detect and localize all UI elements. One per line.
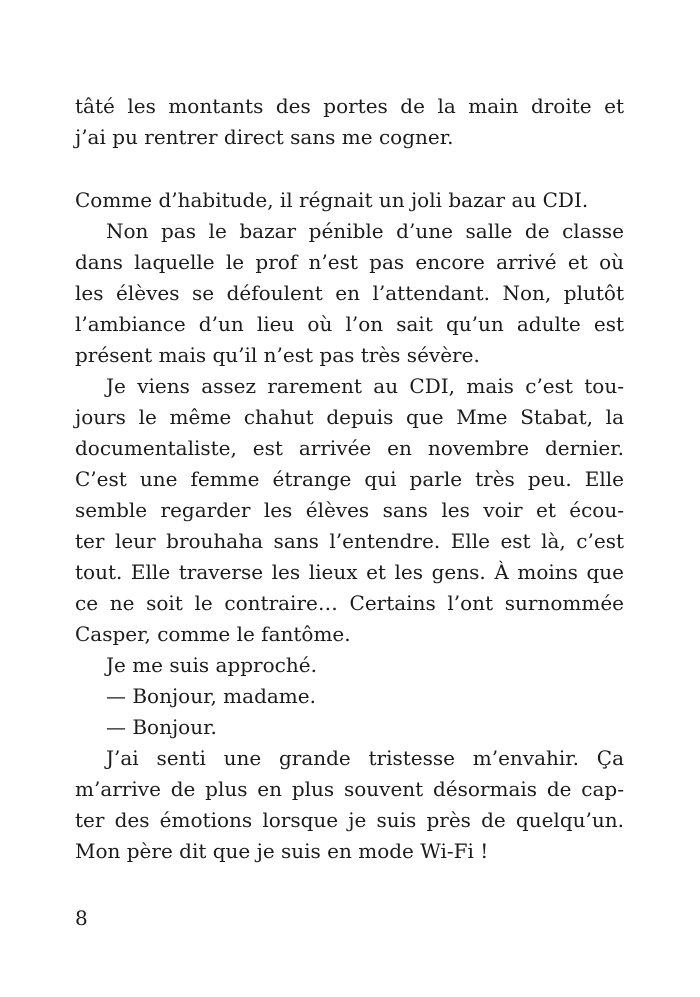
paragraph [75,216,624,371]
text-line: jours le même chahut depuis que Mme Stabat, la [75,405,624,429]
text-line: m’arrive de plus en plus souvent désormais de cap- [75,777,624,801]
paragraph [75,185,624,216]
text-line: semble regarder les élèves sans les voir et écou- [75,498,624,522]
text-line: Je viens assez rarement au CDI, mais c’est tou- [106,374,624,398]
page-number: 8 [75,906,88,930]
text-line: j’ai pu rentrer direct sans me cogner. [75,125,454,149]
text-line: ce ne soit le contraire… Certains l’ont surnommée [75,591,624,615]
paragraph [75,743,624,867]
text-line: Casper, comme le fantôme. [75,622,351,646]
paragraph [75,650,624,681]
text-line: documentaliste, est arrivée en novembre dernier. [75,436,624,460]
paragraph [75,91,624,153]
paragraph [75,712,624,743]
paragraph [75,681,624,712]
text-line: les élèves se défoulent en l’attendant. Non, plutôt [75,281,624,305]
text-line: tâté les montants des portes de la main droite et [75,94,624,118]
dialogue-line: — Bonjour, madame. [106,684,316,708]
text-line: J’ai senti une grande tristesse m’envahir. Ça [106,746,624,770]
text-line: tout. Elle traverse les lieux et les gens. À moins que [75,560,624,584]
text-line: Mon père dit que je suis en mode Wi-Fi ! [75,839,489,863]
text-line: dans laquelle le prof n’est pas encore arrivé et où [75,250,624,274]
text-line: l’ambiance d’un lieu où l’on sait qu’un adulte est [75,312,624,336]
text-line: ter des émotions lorsque je suis près de quelqu’un. [75,808,624,832]
scene-break-spacer [75,153,624,185]
text-line: présent mais qu’il n’est pas très sévère. [75,343,480,367]
text-line: Comme d’habitude, il régnait un joli bazar au CDI. [75,188,589,212]
page-text [75,91,624,867]
dialogue-line: — Bonjour. [106,715,217,739]
text-line: Non pas le bazar pénible d’une salle de classe [106,219,624,243]
text-line: ter leur brouhaha sans l’entendre. Elle est là, c’est [75,529,624,553]
text-line: Je me suis approché. [106,653,317,677]
paragraph [75,371,624,650]
text-line: C’est une femme étrange qui parle très peu. Elle [75,467,624,491]
